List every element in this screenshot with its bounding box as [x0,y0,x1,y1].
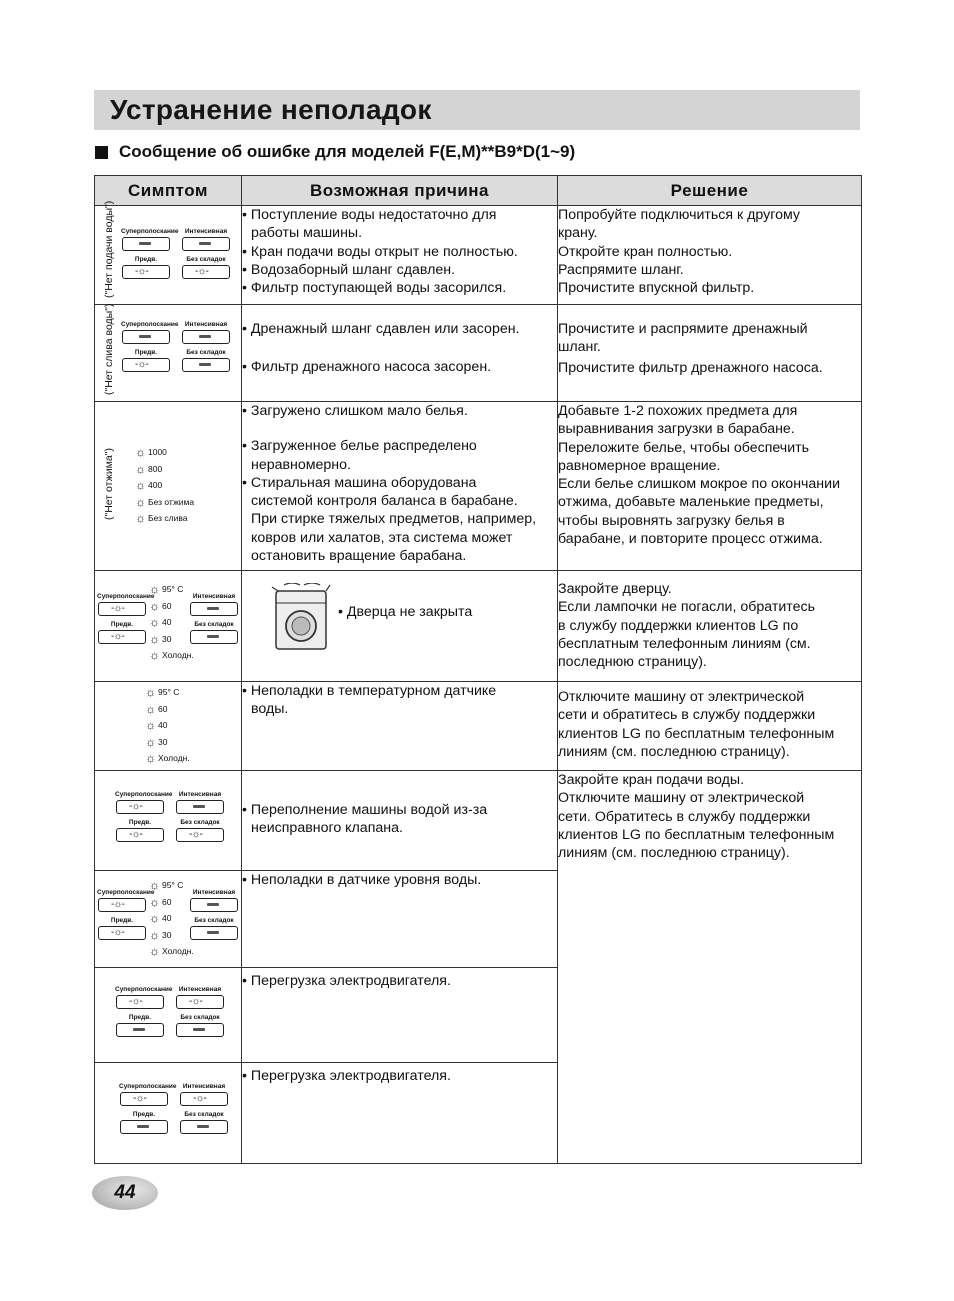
panel-label: Суперполоскание [115,791,173,798]
cause-line: неисправного клапана. [251,820,403,837]
spin-leds-icon [135,444,194,527]
panel-label: Без складок [186,349,226,356]
panel-button [182,358,230,372]
square-bullet-icon [95,146,108,159]
blinking-button-icon: -☼- [176,828,224,842]
table-row [95,771,862,871]
led-label: 400 [148,480,163,491]
symptom-cell [95,402,242,571]
solution-line: Если лампочки не погасли, обратитесь [558,599,815,616]
led-label: 60 [158,703,168,714]
panel-label: Интенсивная [184,228,228,235]
solution-line: Добавьте 1-2 похожих предмета для [558,403,798,419]
solution-line: Прочистите и распрямите дренажный [558,321,808,337]
symptom-cell [95,968,242,1063]
cause-line: остановить вращение барабана. [251,548,467,565]
solution-cell [558,305,862,402]
led-blink-icon: ☼ [145,734,156,749]
panel-label: Предв. [128,1014,152,1021]
solution-line: сети и обратитесь в службу поддержки [558,707,816,724]
solution-line: Распрямите шланг. [558,261,684,278]
panel-label: Интенсивная [192,889,236,896]
panel-label: Без складок [184,1111,224,1118]
panel-label: Суперполоскание [115,986,173,993]
solution-line: шланг. [558,339,601,356]
troubleshooting-table [94,175,862,1164]
blinking-button-icon: -☼- [180,1092,228,1106]
cause-line: воды. [251,701,289,718]
table-row [95,402,862,571]
blinking-button-icon: -☼- [98,898,146,912]
page-title: Устранение неполадок [110,94,432,125]
solution-line: крану. [558,225,598,242]
solution-line: Если белье слишком мокрое по окончании [558,476,840,493]
solution-line: в службу поддержки клиентов LG по [558,617,799,634]
blinking-button-icon: -☼- [116,828,164,842]
solution-line: линиям (см. последнюю страницу). [558,743,790,760]
led-label: 30 [162,633,172,644]
led-blink-icon: ☼ [149,911,160,926]
symptom-cell [95,571,242,682]
cause-line: • Переполнение машины водой из-за [242,802,488,818]
panel-label: Интенсивная [192,593,236,600]
symptom-label: ("Нет подачи воды") [103,200,115,298]
solution-cell [558,206,862,305]
cause-line: ковров или халатов, эта система может [251,529,513,546]
led-label: Без отжима [148,496,195,507]
cause-line: • Загруженное белье распределено [242,438,477,455]
panel-label: Предв. [134,349,158,356]
solution-line: отжима, добавьте маленькие предметы, [558,494,824,511]
led-blink-icon: ☼ [145,701,156,716]
led-blink-icon: ☼ [149,944,160,959]
panel-label: Без складок [194,621,234,628]
panel-button [120,1120,168,1134]
subtitle-text: Сообщение об ошибке для моделей F(E,M)**B9*D(1~9) [119,142,576,161]
control-panel-icon [121,321,237,391]
control-panel-icon [119,1083,235,1153]
control-panel-icon [115,986,231,1056]
solution-line: Переложите белье, чтобы обеспечить [558,439,810,456]
solution-line: бесплатным телефонным линиям (см. [558,635,811,652]
panel-button [176,800,224,814]
solution-line: выравнивания загрузки в барабане. [558,421,795,438]
led-label: Холодн. [162,650,194,661]
title-band [94,90,860,130]
cause-cell [242,305,558,402]
led-label: 30 [158,736,168,747]
solution-cell [558,571,862,682]
blinking-button-icon: -☼- [116,800,164,814]
cause-line: • Поступление воды недостаточно для [242,207,497,223]
led-blink-icon: ☼ [149,582,160,596]
led-label: Холодн. [162,946,194,957]
cause-cell [242,871,558,968]
cause-line: • Перегрузка электродвигателя. [242,1068,451,1084]
cause-cell [242,206,558,305]
solution-line: чтобы выровнять загрузку белья в [558,512,785,529]
cause-line: • Дренажный шланг сдавлен или засорен. [242,321,520,337]
cause-line: • Неполадки в датчике уровня воды. [242,872,482,888]
panel-button [190,630,238,644]
panel-label: Суперполоскание [121,228,179,235]
solution-line: Отключите машину от электрической [558,790,805,807]
solution-cell [558,402,862,571]
solution-line: Попробуйте подключиться к другому [558,207,801,223]
section-subtitle [95,141,575,163]
cause-cell [242,571,558,682]
panel-button [182,330,230,344]
header-symptom: Симптом [95,176,242,206]
led-label: 40 [162,913,172,924]
panel-label: Без складок [194,917,234,924]
temp-leds-icon [149,877,194,960]
symptom-cell [95,200,242,305]
cause-line: • Загружено слишком мало белья. [242,403,468,419]
led-blink-icon: ☼ [135,511,146,526]
symptom-label: ("Нет отжима") [103,448,115,520]
table-header-row [95,176,862,206]
led-label: 95° C [158,687,180,697]
cause-line: • Водозаборный шланг сдавлен. [242,261,456,278]
panel-label: Предв. [134,256,158,263]
solution-line: Прочистите впускной фильтр. [558,280,755,297]
table-row [95,305,862,402]
cause-line: • Неполадки в температурном датчике [242,683,497,699]
led-label: 95° C [162,880,184,890]
panel-button [190,898,238,912]
led-label: 60 [162,896,172,907]
header-cause: Возможная причина [242,176,558,206]
blinking-button-icon: -☼- [98,630,146,644]
solution-line: Закройте кран подачи воды. [558,772,745,788]
blinking-button-icon: -☼- [98,602,146,616]
cause-line: • Стиральная машина оборудована [242,474,477,491]
solution-line: барабане, и повторите процесс отжима. [558,531,823,548]
led-label: Холодн. [158,753,190,764]
led-blink-icon: ☼ [149,648,160,663]
led-blink-icon: ☼ [145,718,156,733]
cause-cell [242,402,558,571]
page-number: 44 [92,1176,158,1210]
led-blink-icon: ☼ [145,685,156,699]
symptom-label: ("Нет слива воды") [103,303,115,395]
panel-label: Без складок [180,819,220,826]
led-label: 60 [162,600,172,611]
cause-cell [242,771,558,871]
blinking-button-icon: -☼- [122,358,170,372]
blinking-button-icon: -☼- [122,265,170,279]
panel-label: Суперполоскание [119,1083,177,1090]
panel-label: Предв. [110,917,134,924]
blinking-button-icon: -☼- [98,926,146,940]
cause-cell [242,968,558,1063]
led-blink-icon: ☼ [135,494,146,509]
led-blink-icon: ☼ [135,478,146,493]
symptom-cell [95,871,242,968]
solution-line: равномерное вращение. [558,457,721,474]
led-blink-icon: ☼ [149,927,160,942]
panel-button [116,1023,164,1037]
solution-line: сети. Обратитесь в службу поддержки [558,808,811,825]
cause-line: • Фильтр поступающей воды засорился. [242,280,507,297]
led-blink-icon: ☼ [149,878,160,892]
panel-label: Интенсивная [178,791,222,798]
panel-label: Интенсивная [182,1083,226,1090]
panel-label: Без складок [186,256,226,263]
washing-machine-icon [270,583,334,653]
table-row [95,206,862,305]
led-blink-icon: ☼ [135,461,146,476]
led-label: 40 [162,617,172,628]
shared-solution-cell [558,771,862,1164]
symptom-cell [95,1063,242,1164]
panel-button [190,926,238,940]
symptom-cell [95,771,242,871]
panel-label: Суперполоскание [121,321,179,328]
solution-line: последнюю страницу). [558,654,707,671]
led-blink-icon: ☼ [149,894,160,909]
panel-button [176,1023,224,1037]
cause-line: • Фильтр дренажного насоса засорен. [242,359,492,376]
cause-cell [242,1063,558,1164]
led-label: 1000 [148,447,167,457]
panel-button [180,1120,228,1134]
solution-line: клиентов LG по бесплатным телефонным [558,826,835,843]
control-panel-icon [121,228,237,298]
symptom-cell [95,305,242,402]
panel-button [190,602,238,616]
control-panel-icon [97,877,239,957]
led-label: 30 [162,929,172,940]
led-label: 40 [158,720,168,731]
cause-line: неравномерно. [251,456,351,473]
panel-label: Интенсивная [184,321,228,328]
led-blink-icon: ☼ [135,445,146,459]
control-panel-icon [115,791,231,861]
solution-line: линиям (см. последнюю страницу). [558,845,790,862]
solution-line: клиентов LG по бесплатным телефонным [558,725,835,742]
solution-line: Прочистите фильтр дренажного насоса. [558,359,823,376]
header-solution: Решение [558,176,862,206]
led-label: 800 [148,463,163,474]
panel-label: Предв. [110,621,134,628]
symptom-cell [95,682,242,771]
solution-line: Откройте кран полностью. [558,243,733,260]
cause-line: • Дверца не закрыта [338,604,473,620]
blinking-button-icon: -☼- [176,995,224,1009]
cause-cell [242,682,558,771]
solution-line: Закройте дверцу. [558,581,672,597]
table-row [95,682,862,771]
cause-line: • Перегрузка электродвигателя. [242,973,451,989]
cause-line: • Кран подачи воды открыт не полностью. [242,243,518,260]
blinking-button-icon: -☼- [182,265,230,279]
temp-leds-icon [149,581,194,664]
temp-leds-icon [145,684,190,767]
panel-button [122,237,170,251]
led-blink-icon: ☼ [149,598,160,613]
panel-label: Интенсивная [178,986,222,993]
panel-label: Без складок [180,1014,220,1021]
solution-line: Отключите машину от электрической [558,689,805,705]
led-blink-icon: ☼ [149,615,160,630]
panel-label: Предв. [132,1111,156,1118]
panel-button [122,330,170,344]
solution-cell [558,682,862,771]
panel-label: Суперполоскание [97,889,155,896]
led-blink-icon: ☼ [149,631,160,646]
table-row [95,571,862,682]
panel-label: Суперполоскание [97,593,155,600]
blinking-button-icon: -☼- [116,995,164,1009]
led-blink-icon: ☼ [145,751,156,766]
led-label: 95° C [162,584,184,594]
control-panel-icon [97,582,239,665]
cause-line: системой контроля баланса в барабане. [251,493,518,510]
panel-label: Предв. [128,819,152,826]
led-label: Без слива [148,513,188,524]
blinking-button-icon: -☼- [120,1092,168,1106]
cause-line: работы машины. [251,225,363,242]
cause-line: При стирке тяжелых предметов, например, [251,511,537,528]
panel-button [182,237,230,251]
